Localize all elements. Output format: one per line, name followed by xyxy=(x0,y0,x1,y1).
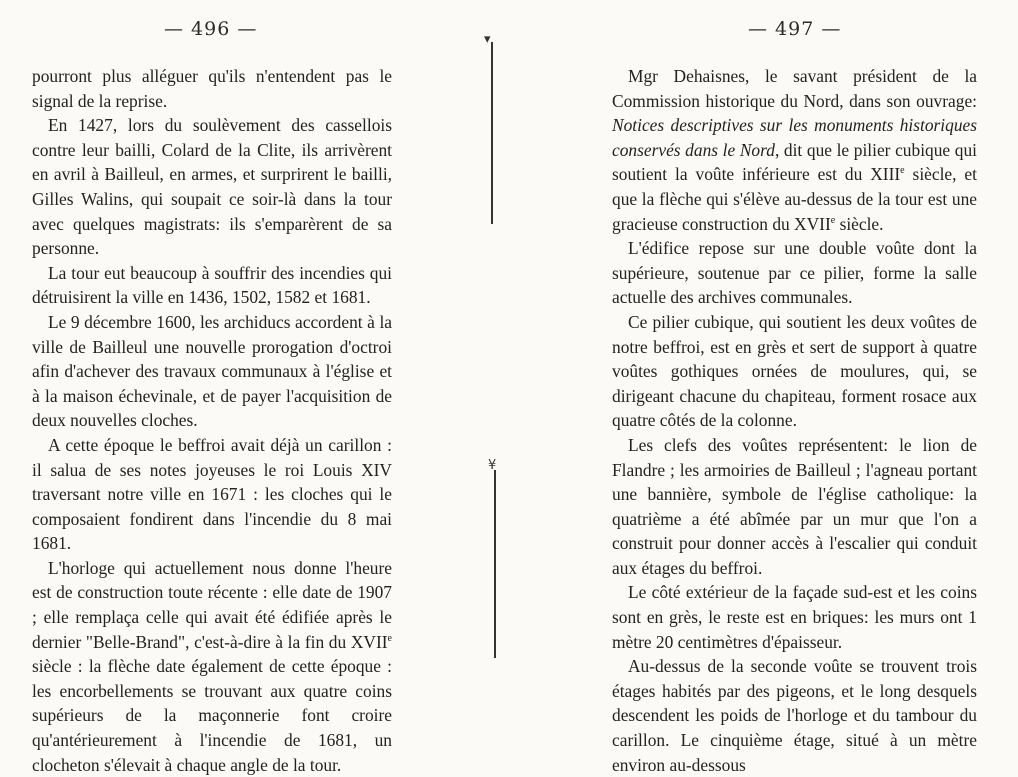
right-paragraph: Ce pilier cubique, qui soutient les deux voûtes de notre beffroi, est en grès et sert de support à quatre voûtes gothiques ornées de moulures, qui, se dirigeant chacune du chapiteau, forment rosace aux quatre côtés de la colonne. xyxy=(612,311,977,431)
work-title: Notices descriptives sur les monuments historiques conservés dans le Nord xyxy=(612,115,977,160)
left-paragraph xyxy=(32,556,392,777)
right-paragraph-part: , dit que le pilier cubique qui soutient la voûte inférieure est du XIII xyxy=(612,139,977,185)
left-paragraph-part: L'horloge qui actuellement nous donne l'heure est de construction toute récente : elle date de 1907 ; elle remplaça celle qui avait été édifiée après le dernier "Belle-Brand", c'est-à-dire à la fin du XVII xyxy=(32,557,392,652)
gutter-mark-top-icon: ▾ xyxy=(484,32,491,47)
right-paragraph-part: siècle. xyxy=(835,213,884,234)
right-paragraph: Les clefs des voûtes représentent: le lion de Flandre ; les armoiries de Bailleul ; l'agneau portant une bannière, symbole de l'église catholique: la quatrième a été abîmée par un mur que l'on a construit pour donner accès à l'escalier qui conduit aux étages du beffroi. xyxy=(612,434,977,578)
gutter-mark-bottom-icon: ¥ xyxy=(488,458,497,473)
left-paragraph: pourront plus alléguer qu'ils n'entendent pas le signal de la reprise. xyxy=(32,66,392,111)
left-page-number: — 496 — xyxy=(164,18,258,40)
superscript: e xyxy=(387,632,392,644)
superscript: e xyxy=(830,214,836,226)
right-page-number: — 497 — xyxy=(748,18,842,40)
left-paragraph: En 1427, lors du soulèvement des cassellois contre leur bailli, Colard de la Clite, ils arrivèrent en avril à Bailleul, en armes, et surprirent le bailli, Gilles Walins, qui soupait ce soir-là dans la tour avec quelques magistrats: ils s'emparèrent de sa personne. xyxy=(32,115,392,259)
left-paragraph: A cette époque le beffroi avait déjà un carillon : il salua de ses notes joyeuses le roi Louis XIV traversant notre ville en 1671 : les cloches qui le composaient fondirent dans l'incendie du 8 mai 1681. xyxy=(32,434,392,554)
right-paragraph: L'édifice repose sur une double voûte dont la supérieure, soutenue par ce pilier, forme la salle actuelle des archives communales. xyxy=(612,238,977,308)
right-paragraph-part: Mgr Dehaisnes, le savant président de la Commission historique du Nord, dans son ouvrage: xyxy=(612,66,977,111)
left-paragraph-part: siècle : la flèche date également de cette époque : les encorbellements se trouvant aux quatre coins supérieurs de la maçonnerie font croire qu'antérieurement à l'incendie de 1681, un clocheton s'élevait à chaque angle de la tour. xyxy=(32,656,392,775)
right-paragraph: Le côté extérieur de la façade sud-est et les coins sont en grès, le reste est en briques: les murs ont 1 mètre 20 centimètres d'épaisseur. xyxy=(612,582,977,652)
right-page-text xyxy=(612,64,977,777)
left-paragraph: La tour eut beaucoup à souffrir des incendies qui détruisirent la ville en 1436, 1502, 1582 et 1681. xyxy=(32,262,392,308)
right-paragraph-part: siècle, et que la flèche qui s'élève au-dessus de la tour est une gracieuse construction du XVII xyxy=(612,164,977,234)
left-paragraph: Le 9 décembre 1600, les archiducs accordent à la ville de Bailleul une nouvelle prorogation d'octroi afin d'achever des travaux communaux à l'église et à la maison échevinale, et de payer l'acquisition de deux nouvelles cloches. xyxy=(32,311,392,431)
gutter-binding-bottom xyxy=(494,470,496,658)
superscript: e xyxy=(900,165,905,177)
left-page-text xyxy=(32,64,392,777)
right-paragraph xyxy=(612,64,977,236)
right-paragraph: Au-dessus de la seconde voûte se trouvent trois étages habités par des pigeons, et le long desquels descendent les poids de l'horloge et du tambour du carillon. Le cinquième étage, situé à un mètre environ au-dessous xyxy=(612,656,977,775)
gutter-binding-top xyxy=(491,42,493,224)
